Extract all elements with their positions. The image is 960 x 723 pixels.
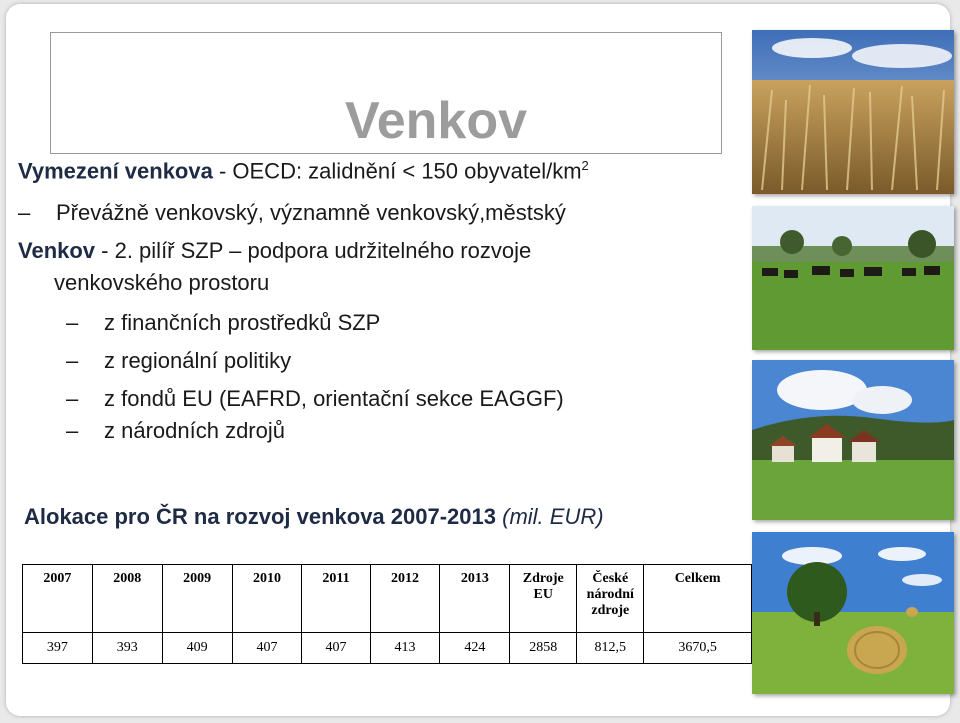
table-cell: 409 [162, 633, 232, 664]
definition-line [18, 158, 589, 184]
pillar-text-2: venkovského prostoru [54, 270, 270, 295]
dash-marker: – [66, 386, 79, 411]
funding-item [66, 348, 291, 374]
funding-item-label: z finančních prostředků SZP [104, 310, 381, 335]
table-cell: 812,5 [577, 633, 644, 664]
table-cell: 397 [23, 633, 93, 664]
allocation-unit: (mil. EUR) [496, 504, 604, 529]
allocation-table [22, 564, 752, 664]
slide-title: Venkov [344, 92, 528, 150]
table-row [23, 633, 752, 664]
funding-item [66, 386, 564, 412]
table-cell: 413 [370, 633, 440, 664]
dash-marker: – [18, 200, 31, 225]
table-header-cell: 2007 [23, 565, 93, 633]
table-header-cell: Zdroje EU [510, 565, 577, 633]
table-cell: 3670,5 [644, 633, 752, 664]
table-cell: 407 [302, 633, 370, 664]
table-header-cell: Celkem [644, 565, 752, 633]
funding-item-label: z fondů EU (EAFRD, orientační sekce EAGGF) [104, 386, 564, 411]
hay-bale-field-photo [752, 532, 954, 694]
table-cell: 393 [92, 633, 162, 664]
dash-marker: – [66, 418, 79, 443]
cows-pasture-photo [752, 206, 954, 350]
dash-marker: – [66, 348, 79, 373]
definition-sup: 2 [581, 158, 589, 173]
funding-item [66, 418, 285, 444]
funding-item-label: z národních zdrojů [104, 418, 285, 443]
table-header-cell: 2011 [302, 565, 370, 633]
pillar-line [18, 238, 531, 264]
table-header-cell: 2013 [440, 565, 510, 633]
table-header-cell: 2009 [162, 565, 232, 633]
definition-sub: Převážně venkovský, významně venkovský,městský [56, 200, 566, 225]
table-header-cell: České národní zdroje [577, 565, 644, 633]
definition-text: - OECD: zalidnění < 150 obyvatel/km [212, 158, 582, 184]
table-cell: 2858 [510, 633, 577, 664]
village-houses-photo [752, 360, 954, 520]
allocation-heading-text: Alokace pro ČR na rozvoj venkova 2007-2013 [24, 504, 496, 529]
pillar-label: Venkov [18, 238, 96, 263]
wheat-field-photo [752, 30, 954, 194]
table-header-cell: 2012 [370, 565, 440, 633]
funding-item [66, 310, 380, 336]
table-header-cell: 2010 [232, 565, 302, 633]
allocation-heading [24, 504, 604, 530]
table-header-cell: 2008 [92, 565, 162, 633]
pillar-text-1: - 2. pilíř SZP – podpora udržitelného rozvoje [95, 238, 532, 263]
table-cell: 407 [232, 633, 302, 664]
funding-item-label: z regionální politiky [104, 348, 292, 373]
table-header-row [23, 565, 752, 633]
definition-label: Vymezení venkova [18, 158, 213, 184]
table-cell: 424 [440, 633, 510, 664]
definition-sub-line [18, 200, 566, 226]
title-box [50, 32, 722, 154]
dash-marker: – [66, 310, 79, 335]
